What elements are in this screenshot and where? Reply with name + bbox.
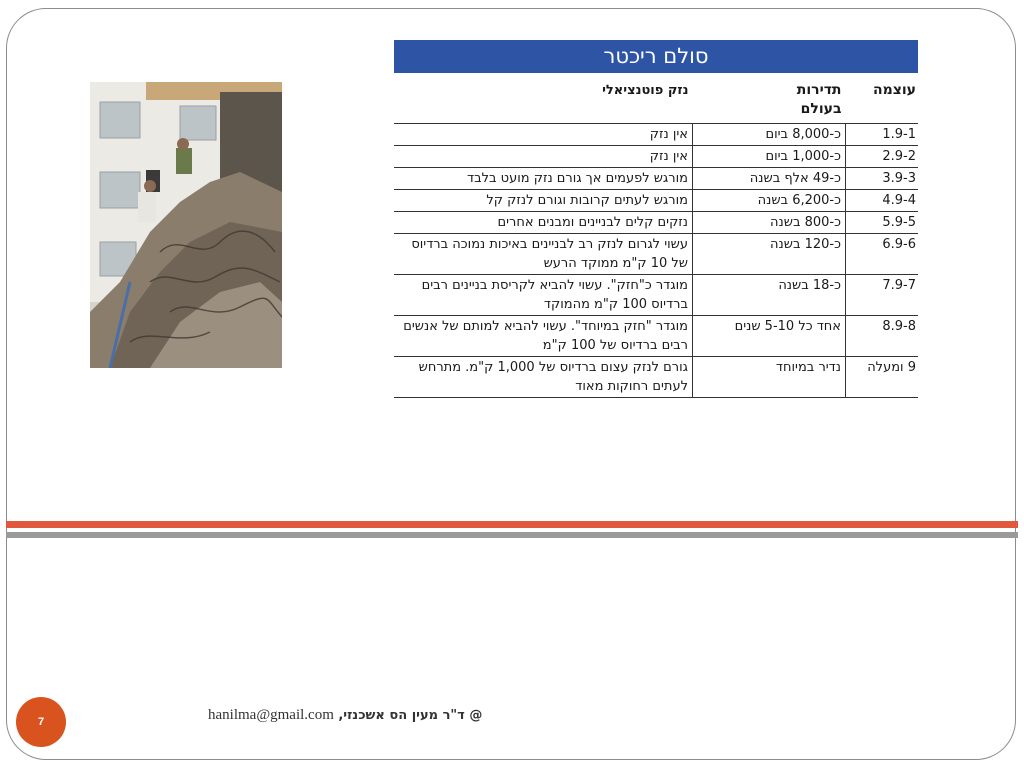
cell-magnitude: 5.9-5 — [846, 212, 919, 234]
cell-damage: מוגדר כ"חזק". עשוי להביא לקריסת בניינים רבים ברדיוס 100 ק"מ מהמוקד — [394, 275, 693, 316]
earthquake-rubble-photo — [90, 82, 282, 368]
header-frequency-line1: תדירות — [796, 82, 842, 98]
table-row — [394, 146, 918, 168]
cell-magnitude: 8.9-8 — [846, 316, 919, 357]
cell-magnitude: 6.9-6 — [846, 234, 919, 275]
table-header-row — [394, 73, 918, 124]
divider-gray — [6, 532, 1018, 538]
page-number-badge — [16, 697, 66, 747]
table-row — [394, 124, 918, 146]
table-row — [394, 316, 918, 357]
cell-frequency: נדיר במיוחד — [693, 357, 846, 398]
cell-magnitude: 9 ומעלה — [846, 357, 919, 398]
table-title: סולם ריכטר — [394, 40, 918, 73]
cell-damage: מורגש לפעמים אך גורם נזק מועט בלבד — [394, 168, 693, 190]
cell-damage: אין נזק — [394, 124, 693, 146]
richter-table — [394, 73, 918, 398]
table-row — [394, 234, 918, 275]
cell-damage: מורגש לעתים קרובות וגורם לנזק קל — [394, 190, 693, 212]
cell-frequency: כ-1,000 ביום — [693, 146, 846, 168]
cell-magnitude: 2.9-2 — [846, 146, 919, 168]
cell-frequency: כ-6,200 בשנה — [693, 190, 846, 212]
cell-magnitude: 7.9-7 — [846, 275, 919, 316]
footer-credit — [208, 707, 482, 724]
table-row — [394, 275, 918, 316]
cell-damage: עשוי לגרום לנזק רב לבניינים באיכות נמוכה ברדיוס של 10 ק"מ ממוקד הרעש — [394, 234, 693, 275]
table-row — [394, 190, 918, 212]
header-frequency-line2: בעולם — [800, 101, 842, 117]
cell-frequency: כ-800 בשנה — [693, 212, 846, 234]
header-damage: נזק פוטנציאלי — [602, 83, 689, 98]
table-row — [394, 168, 918, 190]
cell-damage: נזקים קלים לבניינים ומבנים אחרים — [394, 212, 693, 234]
cell-magnitude: 4.9-4 — [846, 190, 919, 212]
table-row — [394, 212, 918, 234]
footer-email: hanilma@gmail.com — [208, 707, 334, 723]
header-magnitude: עוצמה — [872, 82, 916, 98]
cell-damage: אין נזק — [394, 146, 693, 168]
richter-scale-table — [394, 40, 918, 398]
cell-frequency: אחד כל 5-10 שנים — [693, 316, 846, 357]
cell-frequency: כ-49 אלף בשנה — [693, 168, 846, 190]
divider-orange — [6, 521, 1018, 528]
cell-frequency: כ-8,000 ביום — [693, 124, 846, 146]
cell-damage: מוגדר "חזק במיוחד". עשוי להביא למותם של אנשים רבים ברדיוס של 100 ק"מ — [394, 316, 693, 357]
cell-frequency: כ-120 בשנה — [693, 234, 846, 275]
header-frequency — [693, 73, 846, 124]
cell-magnitude: 3.9-3 — [846, 168, 919, 190]
table-row — [394, 357, 918, 398]
page-number: 7 — [37, 716, 45, 728]
cell-frequency: כ-18 בשנה — [693, 275, 846, 316]
cell-magnitude: 1.9-1 — [846, 124, 919, 146]
cell-damage: גורם לנזק עצום ברדיוס של 1,000 ק"מ. מתרחש לעתים רחוקות מאוד — [394, 357, 693, 398]
footer-author: @ ד"ר מעין הס אשכנזי, — [338, 708, 483, 723]
